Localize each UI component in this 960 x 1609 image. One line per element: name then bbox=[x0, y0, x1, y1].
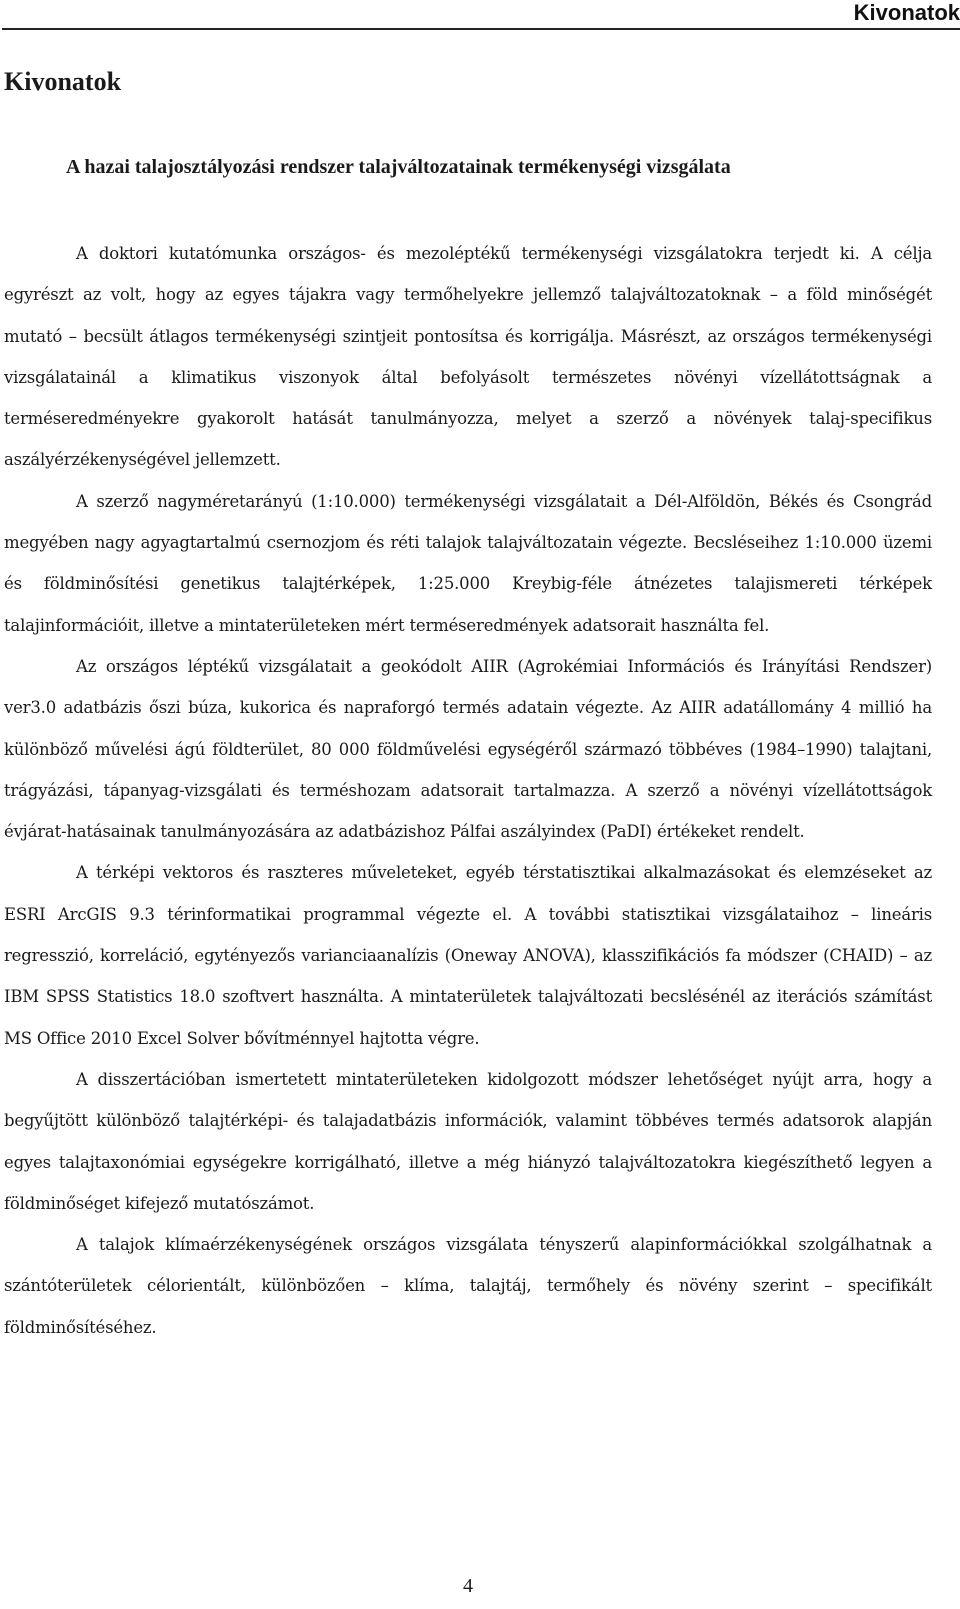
header-rule bbox=[2, 28, 960, 30]
paragraph-6: A talajok klímaérzékenységének országos vizsgálata tényszerű alapinformációkkal szolgálhatnak a szántóterületek célorientált, különbözően – klíma, talajtáj, termőhely és növény szerint – specifikált földminősítéséhez. bbox=[4, 1235, 932, 1337]
page-title: Kivonatok bbox=[4, 67, 122, 96]
paragraph-4: A térképi vektoros és raszteres műveleteket, egyéb térstatisztikai alkalmazásokat és elemzéseket az ESRI ArcGIS 9.3 térinformatikai programmal végezte el. A további statisztikai vizsgálataihoz – lineáris regresszió, korreláció, egytényezős varianciaanalízis (Oneway ANOVA), klasszifikációs fa módszer (CHAID) – az IBM SPSS Statistics 18.0 szoftvert használta. A mintaterületek talajváltozati becslésénél az iterációs számítást MS Office 2010 Excel Solver bővítménnyel hajtotta végre. bbox=[4, 863, 932, 1048]
paragraph-2: A szerző nagyméretarányú (1:10.000) termékenységi vizsgálatait a Dél-Alföldön, Békés és Csongrád megyében nagy agyagtartalmú csernozjom és réti talajok talajváltozatain végezte. Becsléseihez 1:10.000 üzemi és földminősítési genetikus talajtérképek, 1:25.000 Kreybig-féle átnézetes talajismereti térképek talajinformációit, illetve a mintaterületeken mért terméseredmények adatsorait használta fel. bbox=[4, 491, 932, 635]
paragraph-3: Az országos léptékű vizsgálatait a geokódolt AIIR (Agrokémiai Információs és Irányítási Rendszer) ver3.0 adatbázis őszi búza, kukorica és napraforgó termés adatain végezte. Az AIIR adatállomány 4 millió ha különböző művelési ágú földterület, 80 000 földművelési egységéről származó többéves (1984–1990) talajtani, trágyázási, tápanyag-vizsgálati és terméshozam adatsorait tartalmazza. A szerző a növényi vízellátottságok évjárat-hatásainak tanulmányozására az adatbázishoz Pálfai aszályindex (PaDI) értékeket rendelt. bbox=[4, 656, 932, 842]
paragraph-1: A doktori kutatómunka országos- és mezoléptékű termékenységi vizsgálatokra terjedt ki. A célja egyrészt az volt, hogy az egyes tájakra vagy termőhelyekre jellemző talajváltozatoknak – a föld minőségét mutató – becsült átlagos termékenységi szintjeit pontosítsa és korrigálja. Másrészt, az országos termékenységi vizsgálatainál a klimatikus viszonyok által befolyásolt természetes növényi vízellátottságnak a terméseredményekre gyakorolt hatását tanulmányozza, melyet a szerző a növények talaj-specifikus aszályérzékenységével jellemzett. bbox=[4, 244, 932, 470]
page-number: 4 bbox=[463, 1575, 473, 1597]
abstract-body bbox=[4, 233, 932, 1348]
running-header-title: Kivonatok bbox=[853, 0, 960, 25]
section-title: A hazai talajosztályozási rendszer talajváltozatainak termékenységi vizsgálata bbox=[66, 156, 731, 178]
paragraph-5: A disszertációban ismertetett mintaterületeken kidolgozott módszer lehetőséget nyújt arra, hogy a begyűjtött különböző talajtérképi- és talajadatbázis információk, valamint többéves termés adatsorok alapján egyes talajtaxonómiai egységekre korrigálható, illetve a még hiányzó talajváltozatokra kiegészíthető legyen a földminőséget kifejező mutatószámot. bbox=[4, 1069, 932, 1213]
